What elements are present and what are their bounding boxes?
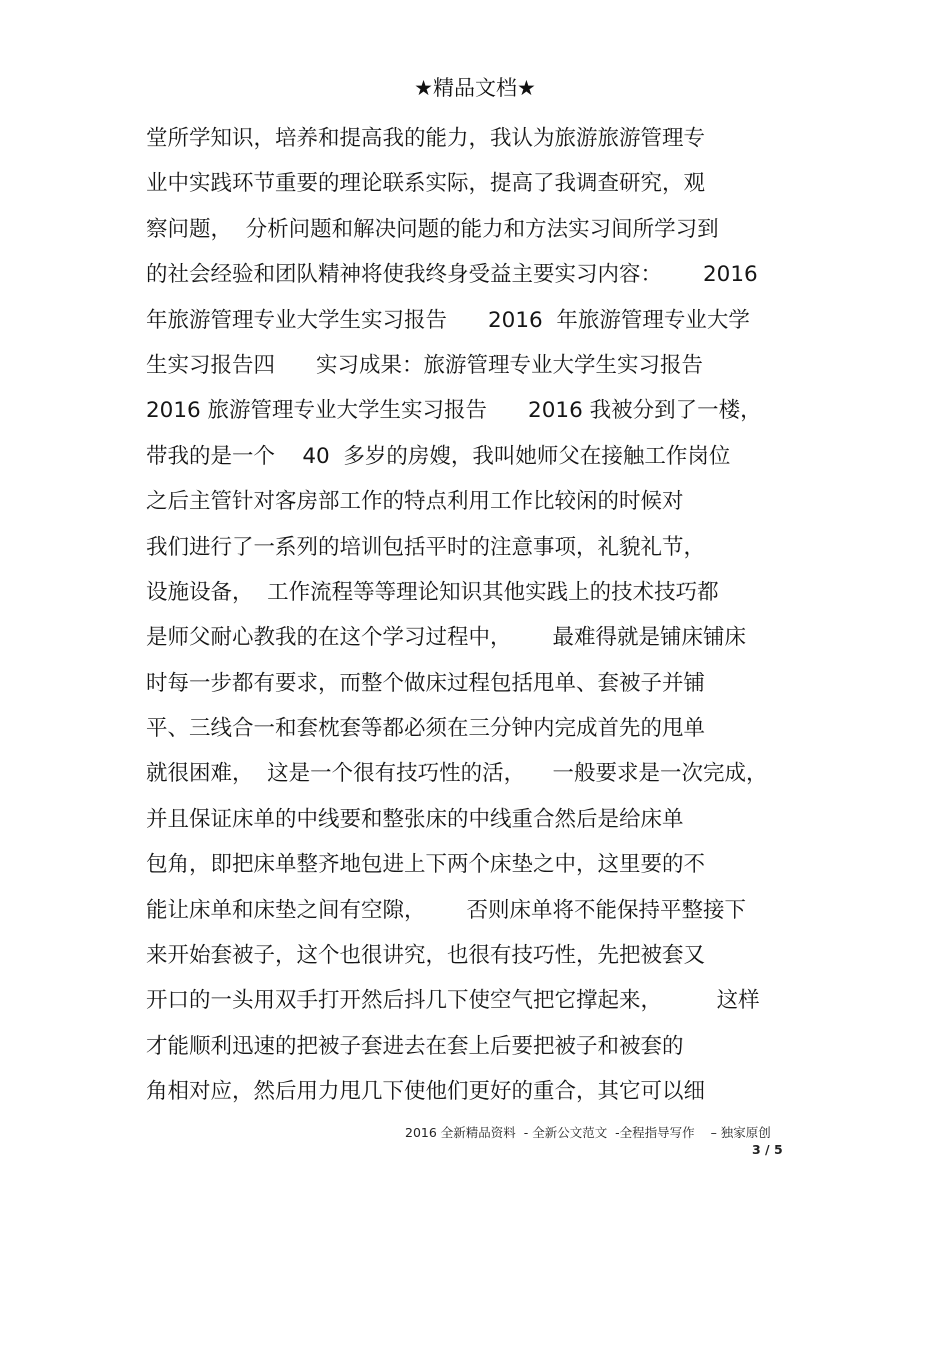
text-line: 是师父耐心教我的在这个学习过程中， 最难得就是铺床铺床 bbox=[146, 625, 747, 651]
text-line: 生实习报告四 实习成果：旅游管理专业大学生实习报告 bbox=[146, 352, 704, 378]
text-line: 2016 旅游管理专业大学生实习报告 2016 我被分到了一楼， bbox=[146, 398, 762, 424]
text-line: 才能顺利迅速的把被子套进去在套上后要把被子和被套的 bbox=[146, 1033, 684, 1059]
text-line: 平、三线合一和套枕套等都必须在三分钟内完成首先的甩单 bbox=[146, 716, 706, 742]
text-line: 业中实践环节重要的理论联系实际，提高了我调查研究，观 bbox=[146, 171, 706, 197]
page-number: 3 / 5 bbox=[752, 1142, 783, 1157]
text-line: 年旅游管理专业大学生实习报告 2016 年旅游管理专业大学 bbox=[146, 307, 750, 333]
text-line: 察问题， 分析问题和解决问题的能力和方法实习间所学习到 bbox=[146, 216, 719, 242]
text-line: 并且保证床单的中线要和整张床的中线重合然后是给床单 bbox=[146, 806, 684, 832]
text-line: 角相对应，然后用力甩几下使他们更好的重合，其它可以细 bbox=[146, 1079, 706, 1105]
text-line: 的社会经验和团队精神将使我终身受益主要实习内容： 2016 bbox=[146, 262, 758, 288]
text-line: 设施设备， 工作流程等等理论知识其他实践上的技术技巧都 bbox=[146, 579, 719, 605]
text-line: 之后主管针对客房部工作的特点利用工作比较闲的时候对 bbox=[146, 489, 684, 515]
text-line: 包角，即把床单整齐地包进上下两个床垫之中，这里要的不 bbox=[146, 852, 706, 878]
text-line: 来开始套被子，这个也很讲究，也很有技巧性，先把被套又 bbox=[146, 943, 706, 969]
text-line: 能让床单和床垫之间有空隙， 否则床单将不能保持平整接下 bbox=[146, 897, 747, 923]
text-line: 我们进行了一系列的培训包括平时的注意事项，礼貌礼节， bbox=[146, 534, 706, 560]
text-line: 开口的一头用双手打开然后抖几下使空气把它撑起来， 这样 bbox=[146, 988, 760, 1014]
page-header-title: ★精品文档★ bbox=[414, 76, 536, 100]
text-line: 堂所学知识，培养和提高我的能力，我认为旅游旅游管理专 bbox=[146, 126, 706, 151]
text-line: 就很困难， 这是一个很有技巧性的活， 一般要求是一次完成， bbox=[146, 761, 768, 787]
text-line: 时每一步都有要求，而整个做床过程包括甩单、套被子并铺 bbox=[146, 670, 706, 696]
text-line: 带我的是一个 40 多岁的房嫂，我叫她师父在接触工作岗位 bbox=[146, 443, 731, 469]
body-text bbox=[146, 116, 826, 1115]
footer-note: 2016 全新精品资料 - 全新公文范文 -全程指导写作 – 独家原创 bbox=[405, 1125, 771, 1140]
